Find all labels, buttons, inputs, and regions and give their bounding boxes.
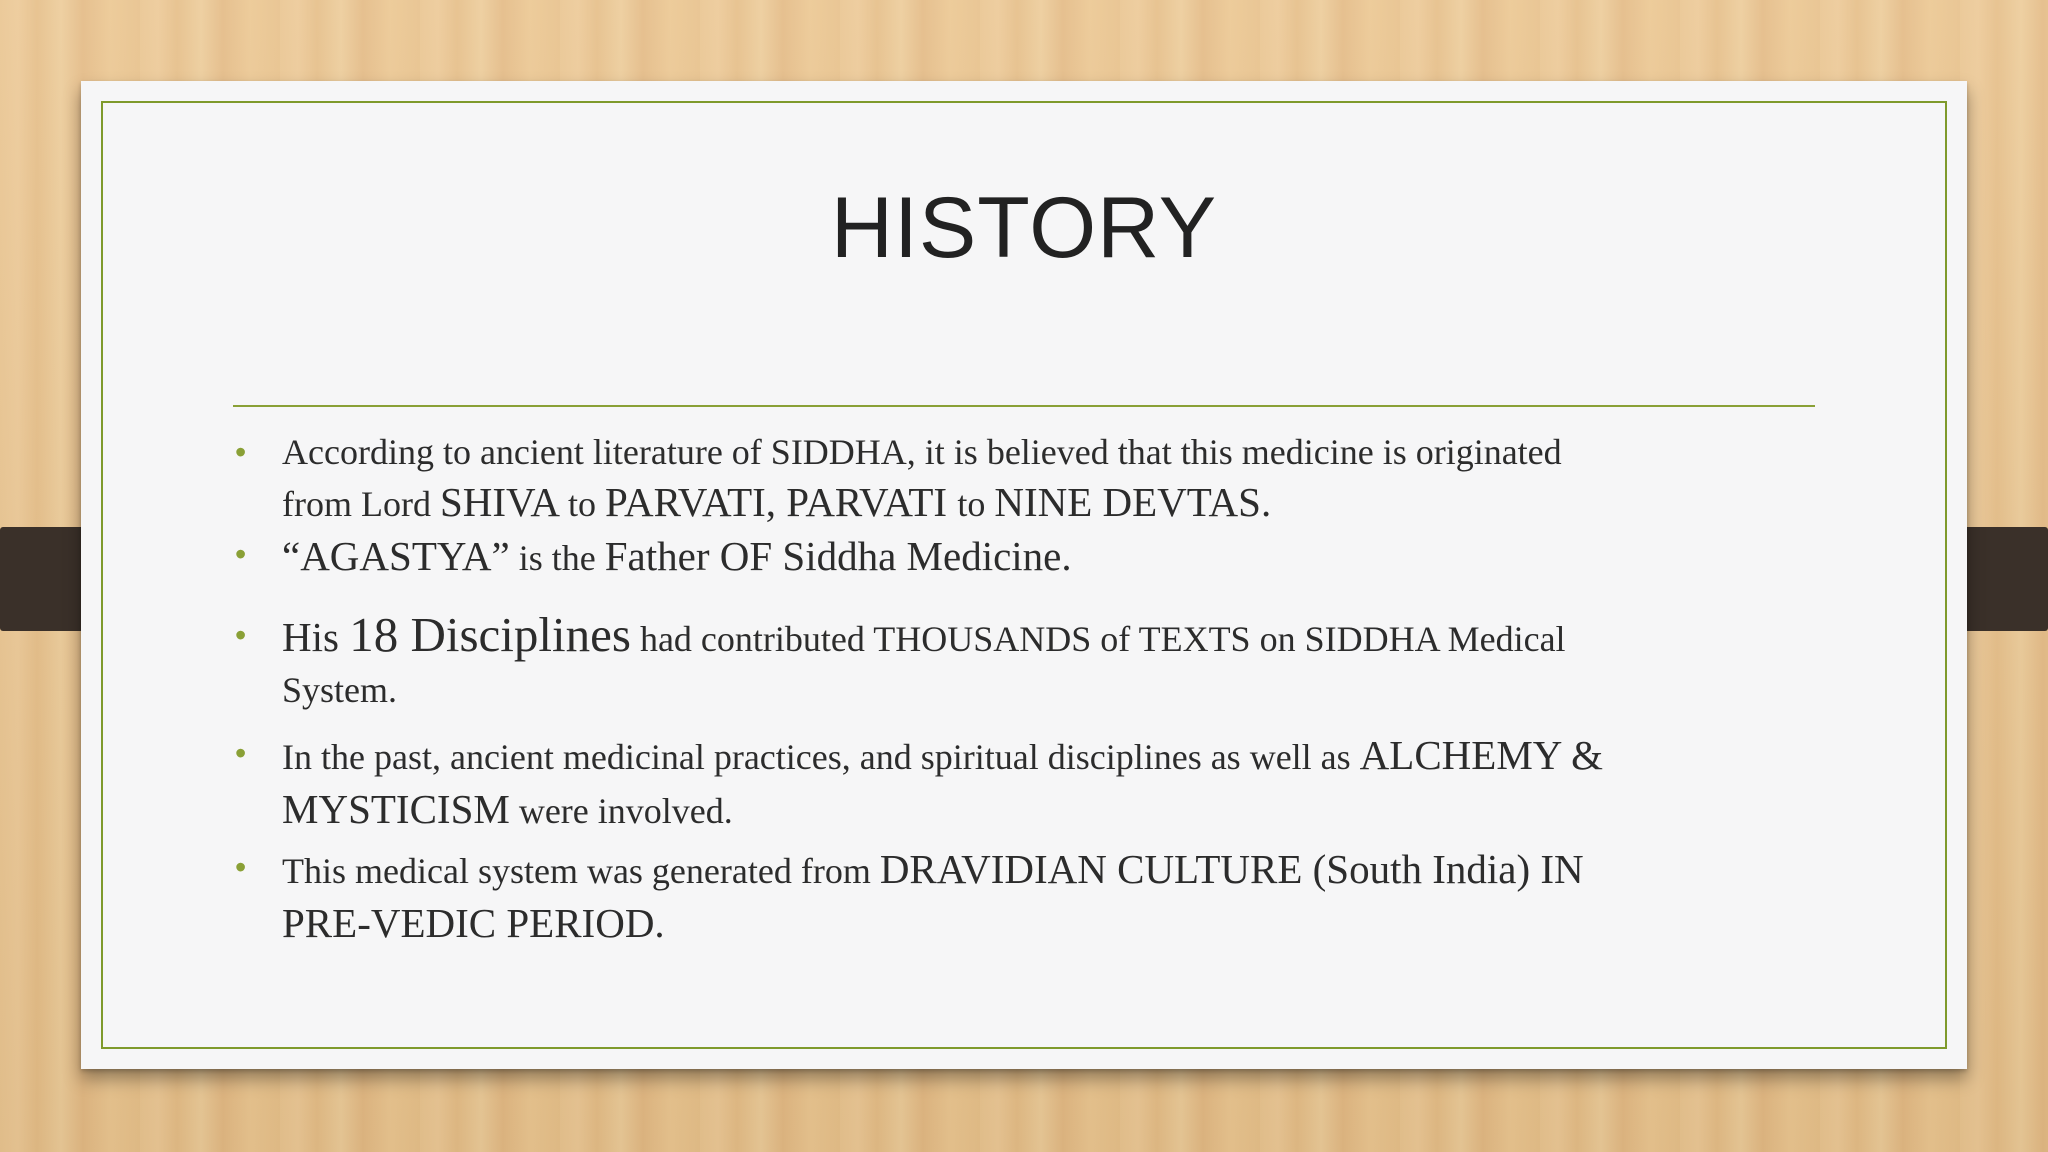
title-divider: [233, 405, 1815, 407]
bullet-text: MYSTICISM: [282, 786, 510, 832]
bullet-marker: •: [235, 849, 247, 885]
bullet-item: [233, 431, 1853, 525]
bullet-text: System.: [282, 670, 398, 710]
bullet-text: were involved.: [509, 791, 733, 831]
bullet-list: [233, 431, 1853, 946]
bullet-text: is the: [509, 538, 605, 578]
bullet-marker: •: [235, 617, 247, 653]
bullet-marker: •: [235, 735, 247, 771]
bullet-text: According to ancient literature of SIDDHA, it is believed that this medicine is originated: [282, 432, 1562, 472]
bullet-item: [233, 607, 1853, 719]
slide-title: HISTORY: [830, 180, 1218, 276]
bullet-text: PARVATI, PARVATI: [604, 479, 958, 525]
bullet-text: “AGASTYA”: [282, 533, 510, 579]
slide-card: [81, 81, 1967, 1069]
bullet-marker: •: [235, 434, 247, 470]
bullet-text: ALCHEMY &: [1359, 732, 1604, 778]
bullet-text: NINE DEVTAS.: [994, 479, 1272, 525]
bullet-text: SHIVA: [439, 479, 568, 525]
bullet-text: Father OF Siddha Medicine.: [604, 533, 1072, 579]
bullet-text: His: [282, 614, 350, 660]
bullet-text: In the past, ancient medicinal practices, and spiritual disciplines as well as: [282, 737, 1360, 777]
bullet-text: DRAVIDIAN CULTURE (South India) IN: [879, 846, 1584, 892]
bullet-text: PRE-VEDIC PERIOD.: [282, 900, 665, 946]
bullet-text: from Lord: [282, 484, 440, 524]
bullet-text: 18 Disciplines: [349, 607, 631, 662]
bullet-text: to: [957, 484, 995, 524]
bullet-text: to: [567, 484, 605, 524]
bullet-text: had contributed THOUSANDS of TEXTS on SIDDHA Medical: [630, 619, 1566, 659]
bullet-marker: •: [235, 536, 247, 572]
bullet-item: [233, 531, 1853, 591]
bullet-item: [233, 846, 1853, 946]
bullet-text: This medical system was generated from: [282, 851, 880, 891]
bullet-item: [233, 733, 1853, 835]
